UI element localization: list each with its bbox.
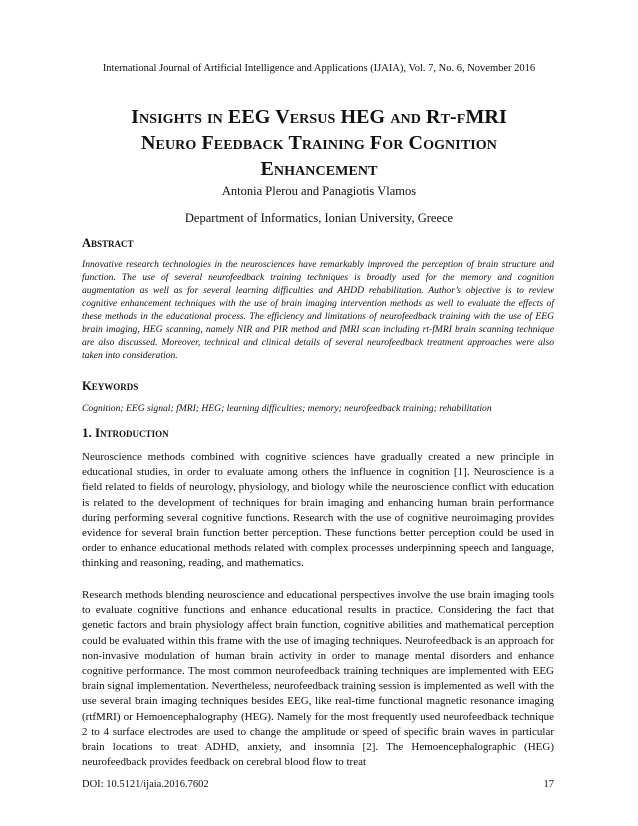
title-line-1: Insights in EEG Versus HEG and Rt-fMRI (131, 106, 507, 128)
paper-title (100, 104, 538, 182)
title-line-3: Enhancement (260, 158, 378, 180)
introduction-heading: 1. Introduction (82, 425, 169, 440)
doi-link[interactable]: DOI: 10.5121/ijaia.2016.7602 (82, 779, 209, 790)
author-names: Antonia Plerou and Panagiotis Vlamos (221, 184, 417, 198)
keywords-text: Cognition; EEG signal; fMRI; HEG; learning difficulties; memory; neurofeedback training; rehabilitation (82, 403, 492, 414)
page-number: 17 (543, 779, 554, 790)
title-line-2: Neuro Feedback Training For Cognition (140, 132, 498, 154)
abstract-heading: Abstract (82, 236, 134, 250)
abstract-text: Innovative research technologies in the neurosciences have remarkably improved the perception of brain structure and function. The use of several neurofeedback training techniques is broadly used for the memory and cognition augmentation as well as for several learning difficulties and AHDD rehabilitation. Author’s objective is to review cognitive enhancement techniques with the use of brain imaging intervention methods as well to evaluate the effects of these methods in the educational process. The efficiency and limitations of neurofeedback training with the use of EEG brain imaging, HEG scanning, namely NIR and PIR method and fMRI scan including rt-fMRI brain scanning technique are also discussed. Moreover, technical and clinical details of several neurofeedback treatment approaches were also taken into consideration. (82, 259, 554, 361)
author-affiliation: Department of Informatics, Ionian University, Greece (184, 211, 454, 225)
introduction-paragraph-2: Research methods blending neuroscience and educational perspectives involve the use brain imaging tools to evaluate cognitive functions and enhance educational results in practice. Considering the fact that genetic factors and brain physiology affect brain function, cognitive abilities and mathematical perception could be evaluated within this frame with the use of imaging techniques. Neurofeedback is an approach for non-invasive modulation of human brain activity in order to manage mental disorders and enhance cognitive performance. The most common neurofeedback training techniques are implemented with EEG brain signal implementation. Nevertheless, neurofeedback training session is implemented as well with the use several brain imaging techniques besides EEG, like real-time functional magnetic resonance imaging (rtfMRI) or Hemoencephalography (HEG). Namely for the most frequently used neurofeedback technique 2 to 4 surface electrodes are used to change the amplitude or speed of specific brain waves in particular brain locations to treat ADHD, anxiety, and insomnia [2]. The Hemoencephalographic (HEG) neurofeedback provides feedback on cerebral blood flow to treat (82, 589, 554, 769)
introduction-paragraph-1: Neuroscience methods combined with cognitive sciences have gradually created a new principle in educational studies, in order to evaluate among others the influence in cognition [1]. Neuroscience is a field related to fields of neurology, physiology, and biology while the neuroscience conflict with education is related to the development of techniques for brain imaging and enhancing human brain performance during performing several cognitive functions. Research with the use of cognitive neuroimaging provides evidence for several brain function better perception. These functions better perception could be used in order to enhance educational methods related with complex processes underpinning speech and language, thinking and reasoning, reading, and mathematics. (82, 451, 554, 570)
keywords-heading: Keywords (82, 379, 139, 393)
running-header: International Journal of Artificial Intelligence and Applications (IJAIA), Vol. 7, No. 6, November 2016 (102, 63, 536, 74)
